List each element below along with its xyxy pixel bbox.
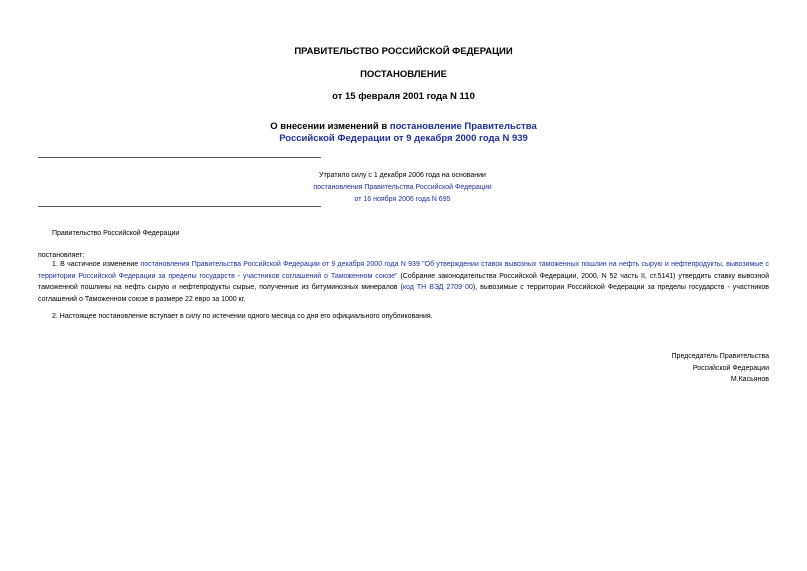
divider-bottom [38, 206, 321, 207]
signature-line2: Российской Федерации [692, 364, 769, 372]
document-title [0, 121, 807, 145]
item-1-decree-link[interactable]: постановления Правительства Российской Федерации от 9 декабря 2000 года N 939 "Об утверждении ставок вывозных таможенных пошлин на нефть сырую и нефтепродукты, вывозимые с территории Российской Федерации за пределы государств - участников соглашений о Таможенном союзе" [38, 261, 769, 280]
item-1-middle: (Собрание законодательства Российской Федерации, 2000, N 52 часть II, ст.5141) утвердить ставку вывозной таможенной пошлины на нефть сырую и нефтепродукты сырые, полученные из битуминозных минералов ( [38, 272, 769, 291]
repeal-notice-link-line2[interactable]: постановления Правительства Российской Федерации [313, 184, 492, 191]
divider-top [38, 157, 321, 158]
item-1-prefix: 1. В частичное изменение [52, 261, 141, 268]
repeal-notice [200, 170, 605, 206]
signature-line1: Председатель Правительства [671, 353, 769, 360]
item-1 [38, 259, 769, 305]
title-link-part1[interactable]: постановление Правительства [389, 121, 537, 132]
item-2: 2. Настоящее постановление вступает в силу по истечении одного месяца со дня его официального опубликования. [52, 313, 433, 320]
title-prefix: О внесении изменений в [270, 121, 390, 132]
title-link-part2[interactable]: Российской Федерации от 9 декабря 2000 года N 939 [279, 133, 528, 144]
resolves-text: постановляет: [38, 252, 85, 259]
signature-block [469, 351, 769, 386]
repeal-notice-link-line3[interactable]: от 16 ноября 2006 года N 695 [354, 196, 451, 203]
government-heading: ПРАВИТЕЛЬСТВО РОССИЙСКОЙ ФЕДЕРАЦИИ [294, 46, 513, 57]
item-1-suffix: ), вывозимые с территории Российской Федерации за пределы государств - участников соглашений о Таможенном союзе в размере 22 евро за 1000 кг. [38, 284, 769, 303]
document-date-number: от 15 февраля 2001 года N 110 [332, 91, 475, 102]
repeal-notice-line1: Утратило силу с 1 декабря 2006 года на основании [319, 172, 486, 179]
item-1-tnved-code-link[interactable]: код ТН ВЭД 2709 00 [402, 284, 473, 291]
intro-text: Правительство Российской Федерации [52, 230, 180, 237]
signature-name: М.Касьянов [730, 376, 769, 383]
document-type: ПОСТАНОВЛЕНИЕ [360, 69, 447, 80]
